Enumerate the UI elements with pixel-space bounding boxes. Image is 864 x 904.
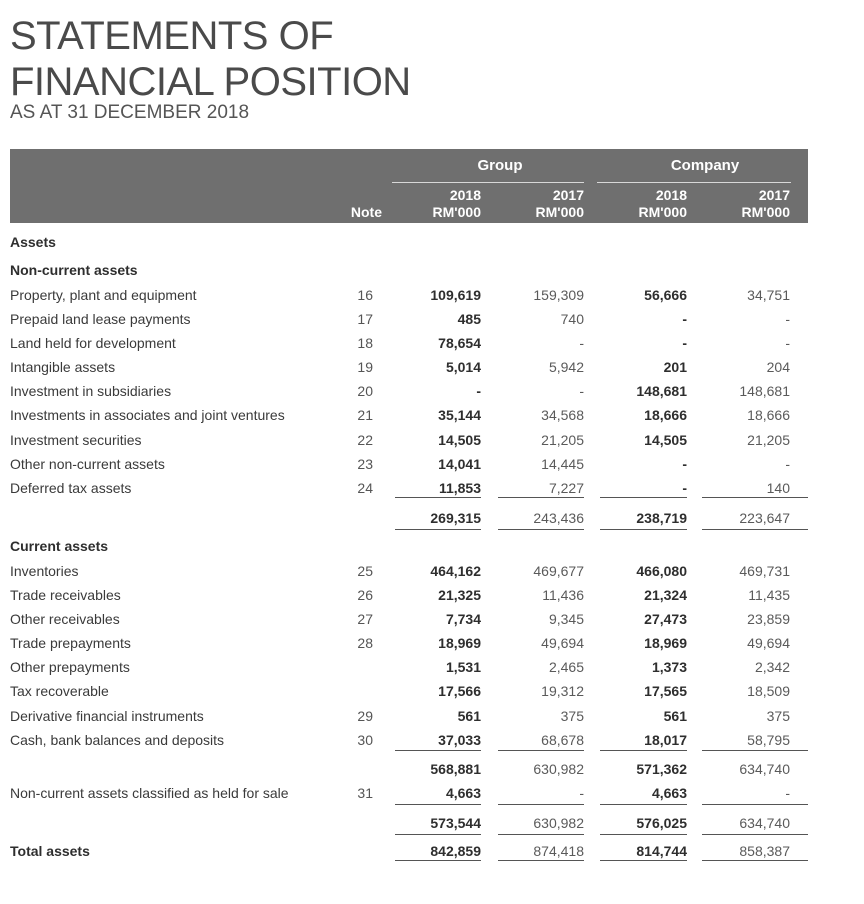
row-value: 78,654 [438, 335, 481, 351]
rule-line [395, 750, 481, 751]
note-header: Note [350, 204, 382, 220]
row-label: Property, plant and equipment [10, 287, 197, 303]
row-value: 842,859 [430, 843, 481, 859]
row-value: 23,859 [747, 611, 790, 627]
rule-line [498, 834, 584, 835]
row-note: 16 [357, 287, 373, 303]
row-label: Non-current assets [10, 262, 138, 278]
row-label: Deferred tax assets [10, 480, 132, 496]
row-note: 18 [357, 335, 373, 351]
row-note: 21 [357, 407, 373, 423]
row-label: Other receivables [10, 611, 120, 627]
table-row [0, 679, 864, 703]
company-header: Company [670, 157, 740, 174]
row-note: 27 [357, 611, 373, 627]
section-heading [0, 534, 864, 558]
table-row [0, 631, 864, 655]
rule-line [702, 860, 808, 861]
row-note: 24 [357, 480, 373, 496]
rule-line [395, 529, 481, 530]
rule-line [600, 529, 687, 530]
row-label: Total assets [10, 843, 90, 859]
rule-line [498, 860, 584, 861]
rule-line [498, 750, 584, 751]
row-label: Non-current assets classified as held for sale [10, 785, 289, 801]
table-row [0, 704, 864, 728]
row-value: 159,309 [533, 287, 584, 303]
row-value: 21,325 [438, 587, 481, 603]
row-value: 573,544 [430, 815, 481, 831]
row-value: 2,465 [548, 659, 584, 675]
row-label: Current assets [10, 538, 109, 554]
row-value: 27,473 [644, 611, 687, 627]
row-value: 18,509 [747, 683, 790, 699]
row-value: 568,881 [430, 761, 481, 777]
row-value: 5,014 [445, 359, 481, 375]
subtotal-row [0, 506, 864, 530]
rule-line [702, 529, 808, 530]
row-value: 9,345 [548, 611, 584, 627]
subtitle: AS AT 31 DECEMBER 2018 [10, 102, 250, 123]
table-row [0, 452, 864, 476]
row-value: - [579, 785, 584, 801]
row-value: 58,795 [747, 732, 790, 748]
row-value: - [785, 456, 790, 472]
table-row [0, 428, 864, 452]
table-row [0, 781, 864, 805]
row-value: 148,681 [636, 383, 687, 399]
row-value: 1,373 [651, 659, 687, 675]
row-note: 25 [357, 563, 373, 579]
row-note: 31 [357, 785, 373, 801]
row-value: 630,982 [533, 815, 584, 831]
row-value: - [682, 480, 687, 496]
title-line-2: FINANCIAL POSITION [10, 60, 411, 104]
row-value: 4,663 [445, 785, 481, 801]
row-value: 571,362 [636, 761, 687, 777]
row-note: 28 [357, 635, 373, 651]
rule-line [600, 804, 687, 805]
row-value: 14,505 [438, 432, 481, 448]
row-value: 1,531 [445, 659, 481, 675]
row-note: 23 [357, 456, 373, 472]
row-label: Intangible assets [10, 359, 116, 375]
title-line-1: STATEMENTS OF [10, 14, 334, 58]
rule-line [600, 750, 687, 751]
row-value: 243,436 [533, 510, 584, 526]
row-value: 34,751 [747, 287, 790, 303]
row-value: 740 [560, 311, 584, 327]
row-value: 49,694 [541, 635, 584, 651]
col-header-company-2018: 2018 RM'000 [638, 187, 687, 220]
company-underline [597, 182, 791, 183]
row-note: 30 [357, 732, 373, 748]
row-value: - [785, 335, 790, 351]
row-value: - [579, 383, 584, 399]
table-row [0, 583, 864, 607]
group-header: Group [477, 157, 523, 174]
row-value: - [682, 311, 687, 327]
rule-line [498, 529, 584, 530]
row-value: 17,565 [644, 683, 687, 699]
row-value: 814,744 [636, 843, 687, 859]
rule-line [702, 804, 808, 805]
row-value: 561 [457, 708, 481, 724]
rule-line [600, 497, 687, 498]
rule-line [395, 497, 481, 498]
table-row [0, 307, 864, 331]
row-label: Trade receivables [10, 587, 121, 603]
row-label: Trade prepayments [10, 635, 131, 651]
row-value: 4,663 [651, 785, 687, 801]
row-value: 2,342 [754, 659, 790, 675]
table-row [0, 379, 864, 403]
row-label: Investments in associates and joint ventures [10, 407, 285, 423]
row-label: Other non-current assets [10, 456, 165, 472]
row-value: 18,017 [644, 732, 687, 748]
row-value: 56,666 [644, 287, 687, 303]
row-value: 14,445 [541, 456, 584, 472]
row-value: 18,969 [438, 635, 481, 651]
row-value: 204 [766, 359, 790, 375]
row-value: 634,740 [739, 761, 790, 777]
row-value: - [579, 335, 584, 351]
rule-line [702, 750, 808, 751]
row-note: 19 [357, 359, 373, 375]
table-row [0, 403, 864, 427]
row-label: Prepaid land lease payments [10, 311, 191, 327]
col-header-group-2018: 2018 RM'000 [432, 187, 481, 220]
row-note: 29 [357, 708, 373, 724]
row-value: 14,041 [438, 456, 481, 472]
table-row [0, 607, 864, 631]
row-value: 576,025 [636, 815, 687, 831]
row-value: 11,436 [542, 587, 584, 603]
row-value: 485 [457, 311, 481, 327]
rule-line [702, 834, 808, 835]
row-value: 19,312 [541, 683, 584, 699]
rule-line [498, 804, 584, 805]
rule-line [600, 860, 687, 861]
row-value: 466,080 [636, 563, 687, 579]
table-row [0, 655, 864, 679]
col-header-company-2017: 2017 RM'000 [741, 187, 790, 220]
rule-line [702, 497, 808, 498]
table-row [0, 283, 864, 307]
group-underline [392, 182, 584, 183]
row-label: Investment securities [10, 432, 142, 448]
row-note: 26 [357, 587, 373, 603]
row-value: 11,435 [748, 587, 790, 603]
row-value: 269,315 [430, 510, 481, 526]
row-label: Cash, bank balances and deposits [10, 732, 225, 748]
row-value: - [682, 335, 687, 351]
row-value: 140 [766, 480, 790, 496]
row-value: 21,205 [747, 432, 790, 448]
row-value: 630,982 [533, 761, 584, 777]
table-row [0, 728, 864, 752]
row-value: 5,942 [548, 359, 584, 375]
row-value: 469,677 [533, 563, 584, 579]
row-value: 223,647 [739, 510, 790, 526]
rule-line [395, 834, 481, 835]
row-value: - [785, 785, 790, 801]
row-value: - [785, 311, 790, 327]
row-value: 7,734 [445, 611, 481, 627]
row-value: 17,566 [438, 683, 481, 699]
subtotal-row [0, 757, 864, 781]
row-value: 34,568 [541, 407, 584, 423]
row-label: Other prepayments [10, 659, 130, 675]
row-label: Investment in subsidiaries [10, 383, 172, 399]
row-value: 375 [766, 708, 790, 724]
row-value: 874,418 [533, 843, 584, 859]
row-value: 49,694 [747, 635, 790, 651]
row-value: 464,162 [430, 563, 481, 579]
row-label: Land held for development [10, 335, 176, 351]
row-value: 68,678 [541, 732, 584, 748]
row-value: 18,666 [747, 407, 790, 423]
row-value: 634,740 [739, 815, 790, 831]
table-row [0, 355, 864, 379]
row-value: 18,666 [644, 407, 687, 423]
table-row [0, 559, 864, 583]
row-value: 18,969 [644, 635, 687, 651]
row-value: 238,719 [636, 510, 687, 526]
row-value: 375 [560, 708, 584, 724]
row-note: 22 [357, 432, 373, 448]
row-value: 35,144 [438, 407, 481, 423]
row-value: - [682, 456, 687, 472]
row-value: 11,853 [438, 480, 481, 496]
section-heading [0, 230, 864, 254]
row-label: Tax recoverable [10, 683, 109, 699]
section-heading [0, 258, 864, 282]
row-value: 469,731 [739, 563, 790, 579]
row-note: 17 [357, 311, 373, 327]
row-label: Assets [10, 234, 56, 250]
row-value: 561 [663, 708, 687, 724]
row-value: - [476, 383, 481, 399]
rule-line [395, 860, 481, 861]
rule-line [600, 834, 687, 835]
row-value: 21,324 [644, 587, 687, 603]
row-label: Derivative financial instruments [10, 708, 204, 724]
row-value: 201 [663, 359, 687, 375]
row-value: 37,033 [438, 732, 481, 748]
row-value: 14,505 [644, 432, 687, 448]
row-value: 858,387 [739, 843, 790, 859]
row-value: 7,227 [548, 480, 584, 496]
row-value: 148,681 [739, 383, 790, 399]
row-value: 21,205 [541, 432, 584, 448]
rule-line [395, 804, 481, 805]
table-row [0, 331, 864, 355]
row-value: 109,619 [430, 287, 481, 303]
row-label: Inventories [10, 563, 79, 579]
row-note: 20 [357, 383, 373, 399]
rule-line [498, 497, 584, 498]
subtotal-row [0, 811, 864, 835]
col-header-group-2017: 2017 RM'000 [535, 187, 584, 220]
